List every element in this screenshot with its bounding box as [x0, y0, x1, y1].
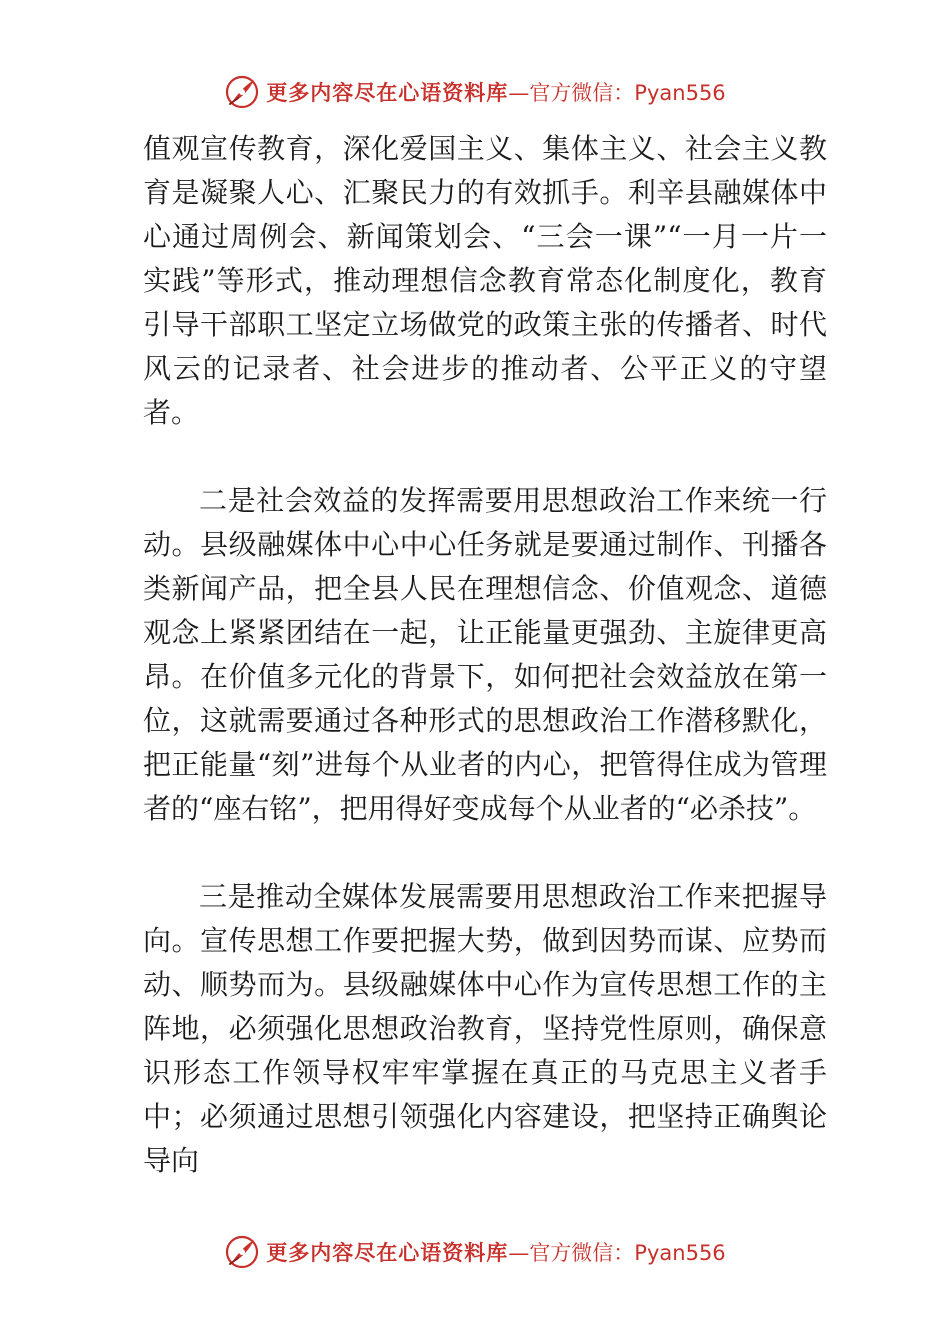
- header-wechat-text: —官方微信：Pyan556: [508, 81, 726, 105]
- paragraph-continuation: 值观宣传教育，深化爱国主义、集体主义、社会主义教育是凝聚人心、汇聚民力的有效抓手。利辛县融媒体中心通过周例会、新闻策划会、“三会一课”“一月一片一实践”等形式，推动理想信念教育常态化制度化，教育引导干部职工坚定立场做党的政策主张的传播者、时代风云的记录者、社会进步的推动者、公平正义的守望者。: [143, 132, 827, 429]
- feather-pen-logo-icon: [224, 74, 260, 110]
- paragraph-gap: [143, 435, 827, 479]
- document-body: [143, 127, 827, 1183]
- footer-brand-text: 更多内容尽在心语资料库: [266, 1241, 509, 1265]
- footer-banner: [0, 1230, 950, 1274]
- header-banner: [0, 70, 950, 114]
- paragraph-point-two: 二是社会效益的发挥需要用思想政治工作来统一行动。县级融媒体中心中心任务就是要通过制作、刊播各类新闻产品，把全县人民在理想信念、价值观念、道德观念上紧紧团结在一起，让正能量更强劲、主旋律更高昂。在价值多元化的背景下，如何把社会效益放在第一位，这就需要通过各种形式的思想政治工作潜移默化，把正能量“刻”进每个从业者的内心，把管得住成为管理者的“座右铭”，把用得好变成每个从业者的“必杀技”。: [143, 484, 827, 825]
- paragraph-gap: [143, 831, 827, 875]
- feather-pen-logo-icon: [224, 1234, 260, 1270]
- header-brand-text: 更多内容尽在心语资料库: [266, 81, 509, 105]
- footer-wechat-text: —官方微信：Pyan556: [508, 1241, 726, 1265]
- paragraph-point-three: 三是推动全媒体发展需要用思想政治工作来把握导向。宣传思想工作要把握大势，做到因势而谋、应势而动、顺势而为。县级融媒体中心作为宣传思想工作的主阵地，必须强化思想政治教育，坚持党性原则，确保意识形态工作领导权牢牢掌握在真正的马克思主义者手中；必须通过思想引领强化内容建设，把坚持正确舆论导向: [143, 880, 827, 1177]
